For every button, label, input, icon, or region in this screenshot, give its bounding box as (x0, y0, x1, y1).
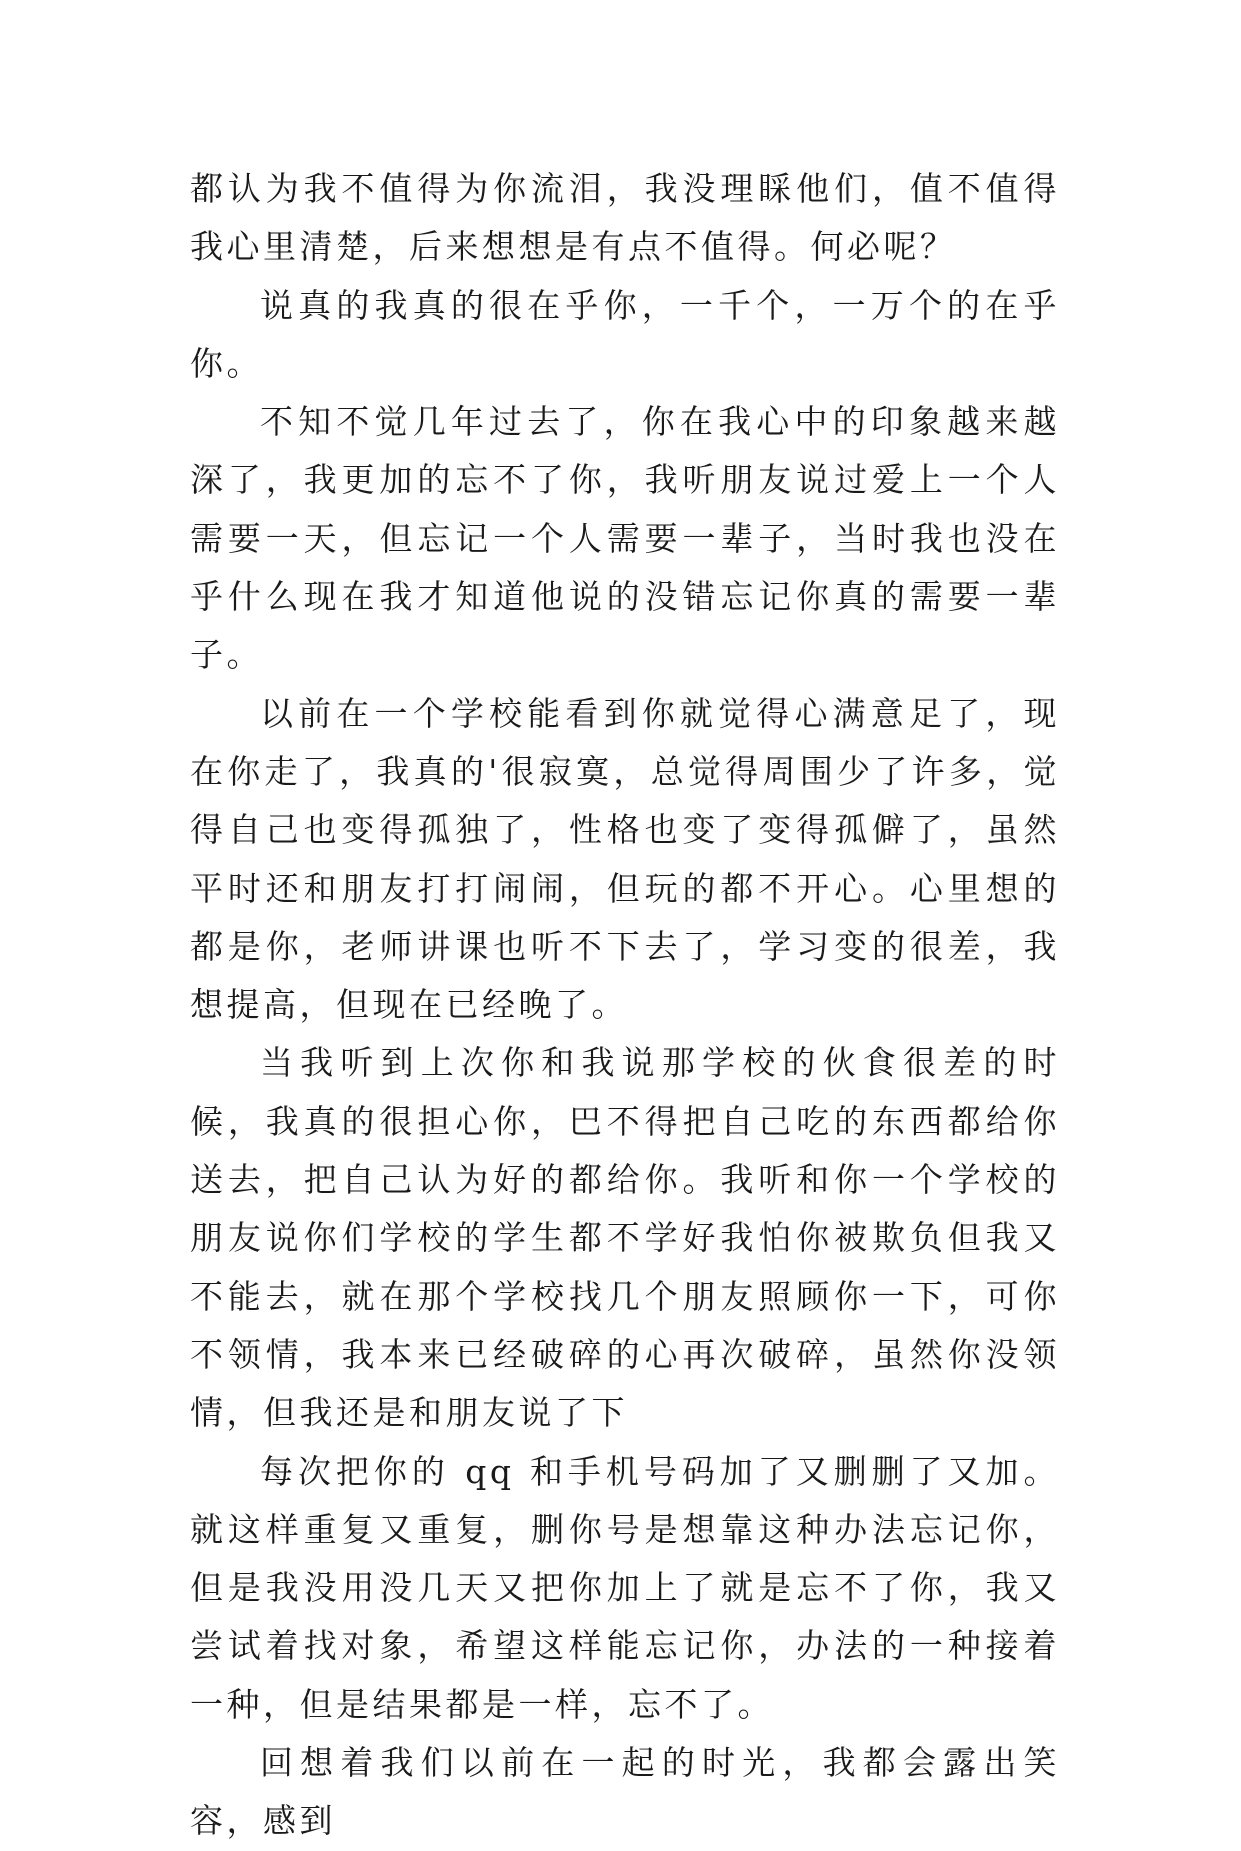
body-text (190, 160, 1060, 1851)
paragraph-3: 不知不觉几年过去了，你在我心中的印象越来越深了，我更加的忘不了你，我听朋友说过爱上一个人需要一天，但忘记一个人需要一辈子，当时我也没在乎什么现在我才知道他说的没错忘记你真的需要一辈子。 (190, 402, 1060, 675)
paragraph-5: 当我听到上次你和我说那学校的伙食很差的时候，我真的很担心你，巴不得把自己吃的东西都给你送去，把自己认为好的都给你。我听和你一个学校的朋友说你们学校的学生都不学好我怕你被欺负但我又不能去，就在那个学校找几个朋友照顾你一下，可你不领情，我本来已经破碎的心再次破碎，虽然你没领情，但我还是和朋友说了下 (190, 1043, 1060, 1433)
paragraph-7: 回想着我们以前在一起的时光，我都会露出笑容，感到 (190, 1743, 1060, 1841)
paragraph-2: 说真的我真的很在乎你，一千个，一万个的在乎你。 (190, 285, 1060, 383)
paragraph-1: 都认为我不值得为你流泪，我没理睬他们，值不值得我心里清楚，后来想想是有点不值得。何必呢？ (190, 169, 1060, 267)
paragraph-6: 每次把你的 qq 和手机号码加了又删删了又加。就这样重复又重复，删你号是想靠这种办法忘记你，但是我没用没几天又把你加上了就是忘不了你，我又尝试着找对象，希望这样能忘记你，办法的一种接着一种，但是结果都是一样，忘不了。 (190, 1451, 1060, 1724)
paragraph-4: 以前在一个学校能看到你就觉得心满意足了，现在你走了，我真的'很寂寞，总觉得周围少了许多，觉得自己也变得孤独了，性格也变了变得孤僻了，虽然平时还和朋友打打闹闹，但玩的都不开心。心里想的都是你，老师讲课也听不下去了，学习变的很差，我想提高，但现在已经晚了。 (190, 693, 1060, 1025)
